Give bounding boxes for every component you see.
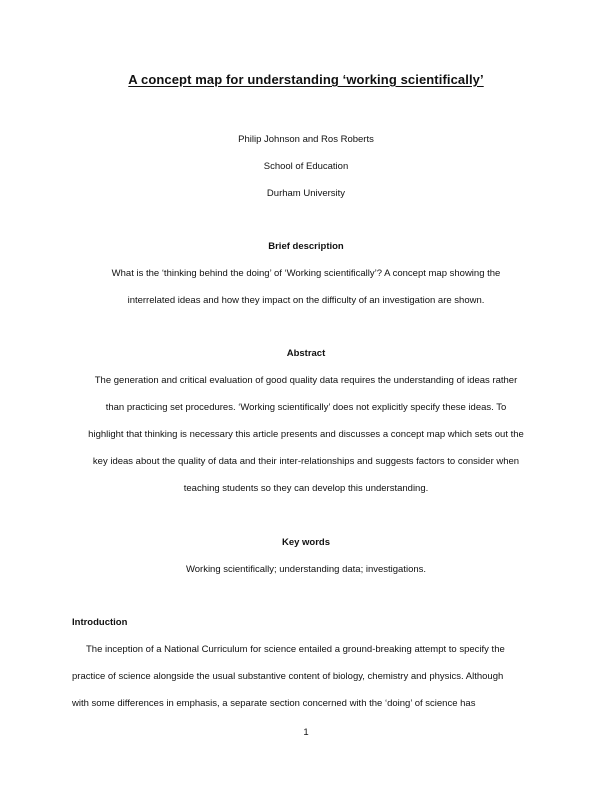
abstract-line: than practicing set procedures. ‘Working scientifically’ does not explicitly specify these ideas. To bbox=[105, 402, 507, 413]
keywords-heading: Key words bbox=[281, 537, 331, 548]
page-number: 1 bbox=[303, 727, 309, 738]
introduction-line: practice of science alongside the usual substantive content of biology, chemistry and physics. Although bbox=[72, 671, 504, 682]
brief-description-line: What is the ‘thinking behind the doing’ of ‘Working scientifically’? A concept map showing the bbox=[111, 268, 501, 279]
abstract-line: highlight that thinking is necessary this article presents and discusses a concept map which sets out the bbox=[88, 429, 524, 440]
paper-title: A concept map for understanding ‘working scientifically’ bbox=[128, 72, 484, 87]
brief-description-line: interrelated ideas and how they impact on the difficulty of an investigation are shown. bbox=[127, 295, 485, 306]
abstract-text bbox=[70, 367, 542, 502]
brief-description-text bbox=[70, 260, 542, 314]
keywords-text: Working scientifically; understanding data; investigations. bbox=[185, 564, 427, 575]
introduction-line: The inception of a National Curriculum for science entailed a ground-breaking attempt to specify the bbox=[86, 644, 505, 655]
introduction-heading: Introduction bbox=[72, 617, 128, 628]
abstract-heading: Abstract bbox=[286, 348, 326, 359]
authors: Philip Johnson and Ros Roberts bbox=[238, 134, 374, 145]
department: School of Education bbox=[263, 161, 349, 172]
abstract-line: key ideas about the quality of data and their inter-relationships and suggests factors to consider when bbox=[92, 456, 520, 467]
introduction-text bbox=[72, 636, 542, 717]
university: Durham University bbox=[266, 188, 346, 199]
brief-description-heading: Brief description bbox=[268, 241, 344, 252]
introduction-line: with some differences in emphasis, a separate section concerned with the ‘doing’ of science has bbox=[72, 698, 476, 709]
abstract-line: teaching students so they can develop this understanding. bbox=[183, 483, 429, 494]
abstract-line: The generation and critical evaluation of good quality data requires the understanding of ideas rather bbox=[94, 375, 518, 386]
